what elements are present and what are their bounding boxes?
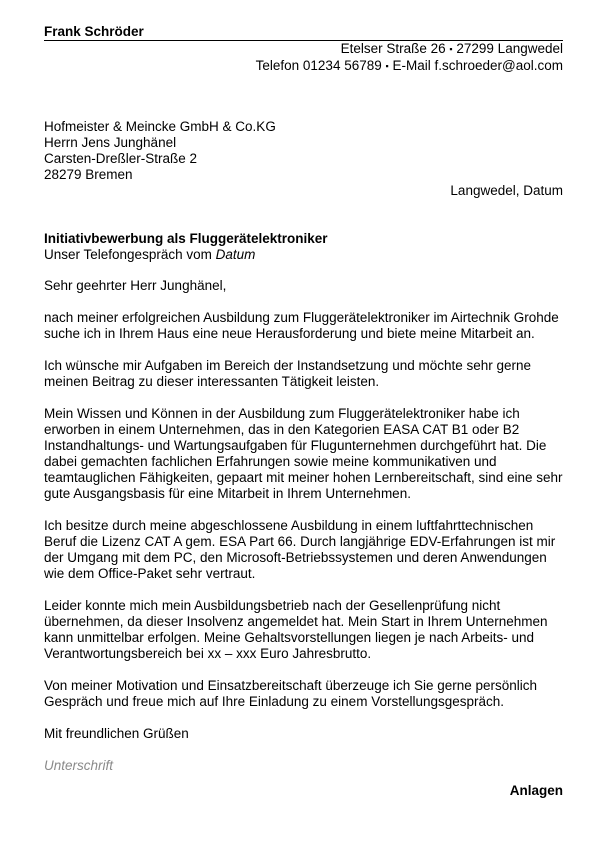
sender-name: Frank Schröder (44, 24, 144, 39)
sender-address-block (256, 41, 563, 75)
subject-reference-date: Datum (215, 247, 256, 262)
sender-phone: Telefon 01234 56789 (255, 58, 382, 73)
sender-email: E-Mail f.schroeder@aol.com (392, 58, 563, 73)
body-paragraph: Ich wünsche mir Aufgaben im Bereich der Instandsetzung und möchte sehr gerne meinen Beitrag zu dieser interessanten Tätigkeit leisten. (44, 358, 532, 389)
signature-placeholder: Unterschrift (44, 758, 114, 773)
body-paragraph: Mein Wissen und Können in der Ausbildung zum Fluggerätelektroniker habe ich erworben in einem Unternehmen, das in den Kategorien EASA CAT B1 oder B2 Instandhaltungs- und Wartungsaufgaben für Flugunternehmen durchgeführt hat. Die dabei gemachten fachlichen Erfahrungen sowie meine kommunikativen und teamtauglichen Fähigkeiten, gepaart mit meiner hohen Lernbereitschaft, sind eine sehr gute Ausgangsbasis für eine Mitarbeit in Ihrem Unternehmen. (44, 406, 563, 501)
enclosures-label: Anlagen (509, 783, 563, 798)
recipient-street: Carsten-Dreßler-Straße 2 (44, 151, 198, 166)
recipient-contact: Herrn Jens Junghänel (44, 135, 177, 150)
subject-title: Initiativbewerbung als Fluggerätelektroniker (44, 231, 328, 246)
recipient-address (44, 119, 276, 183)
body-paragraph: Ich besitze durch meine abgeschlossene Ausbildung in einem luftfahrttechnischen Beruf die Lizenz CAT A gem. ESA Part 66. Durch langjährige EDV-Erfahrungen ist mir der Umgang mit dem PC, den Microsoft-Betriebssystemen und deren Anwendungen wie dem Office-Paket sehr vertraut. (44, 518, 556, 581)
sender-contact-line (256, 58, 563, 75)
recipient-company: Hofmeister & Meincke GmbH & Co.KG (44, 119, 276, 134)
body-paragraph: Von meiner Motivation und Einsatzbereitschaft überzeuge ich Sie gerne persönlich Gespräch und freue mich auf Ihre Einladung zu einem Vorstellungsgespräch. (44, 678, 538, 709)
sender-street: Etelser Straße 26 (340, 41, 446, 56)
body-paragraph: nach meiner erfolgreichen Ausbildung zum Fluggerätelektroniker im Airtechnik Grohde suche ich in Ihrem Haus eine neue Herausforderung und biete meine Mitarbeit an. (44, 310, 559, 341)
closing: Mit freundlichen Grüßen (44, 726, 189, 741)
subject-block (44, 231, 328, 263)
sender-address-line (256, 41, 563, 58)
subject-reference (44, 247, 328, 263)
subject-reference-prefix: Unser Telefongespräch vom (44, 247, 216, 262)
recipient-city: 28279 Bremen (44, 167, 133, 182)
salutation: Sehr geehrter Herr Junghänel, (44, 278, 227, 293)
sender-city: 27299 Langwedel (456, 41, 563, 56)
date-line: Langwedel, Datum (450, 183, 563, 198)
separator-icon: ▪ (449, 44, 453, 54)
letter-body (44, 278, 564, 790)
body-paragraph: Leider konnte mich mein Ausbildungsbetrieb nach der Gesellenprüfung nicht übernehmen, da dieser Insolvenz angemeldet hat. Mein Start in Ihrem Unternehmen kann unmittelbar erfolgen. Meine Gehaltsvorstellungen liegen je nach Arbeits- und Verantwortungsbereich bei xx – xxx Euro Jahresbrutto. (44, 598, 548, 661)
separator-icon: ▪ (385, 61, 389, 71)
